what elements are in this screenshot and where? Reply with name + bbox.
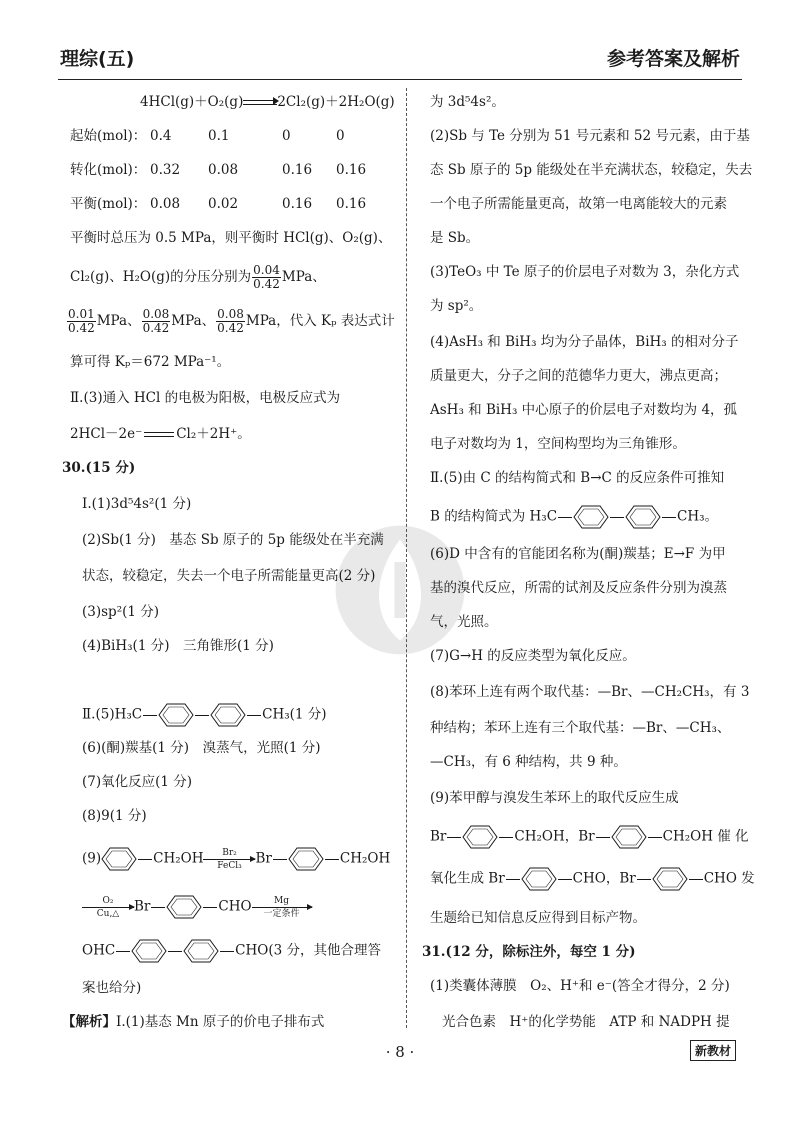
benzene-ring-icon [131,938,167,964]
text: 氧化生成 Br [430,870,505,887]
paragraph-line: (8)苯环上连有两个取代基：—Br、—CH₂CH₃，有 3 [430,684,750,700]
header-rule [58,79,742,80]
paragraph-line: 一个电子所需能量更高，故第一电离能较大的元素 [430,196,727,212]
paragraph-line: 电子对数均为 1，空间构型均为三角锥形。 [430,436,686,452]
bond-icon [558,879,572,880]
header-subject: 理综(五) [60,48,135,70]
answer-line: Ⅰ.(1)3d⁵4s²(1 分) [82,496,192,512]
denominator: 0.42 [68,321,95,335]
bond-icon [499,837,513,838]
text: Cl₂(g)、H₂O(g)的分压分别为 [70,269,252,285]
answer-line: (8)9(1 分) [82,808,147,824]
paragraph-line: 是 Sb。 [430,230,480,246]
question-31-heading: 31.(12 分，除标注外，每空 1 分) [422,944,636,960]
condition: 一定条件 [263,908,300,919]
edition-badge: 新教材 [690,1040,736,1061]
paragraph-line: 基的溴代反应，所需的试剂及反应条件分别为溴蒸 [430,580,727,596]
text: MPa、 [96,313,141,329]
numerator: 0.01 [68,307,95,321]
text: Cl₂＋2H⁺。 [176,426,251,442]
analysis-tag: 【解析】 [62,1014,116,1030]
bond-icon [610,517,624,518]
benzene-ring-icon [288,846,324,872]
benzene-ring-icon [158,702,194,728]
table-row-equilibrium [70,194,367,214]
text: Ⅱ.(5)H₃C [82,706,143,723]
numerator: 0.08 [142,307,170,321]
denominator: 0.42 [142,321,170,335]
table-row-start [70,126,345,146]
equals-icon [144,432,174,437]
paragraph-line: 算可得 Kₚ＝672 MPa⁻¹。 [70,354,231,370]
paragraph-line: 平衡时总压为 0.5 MPa，则平衡时 HCl(g)、O₂(g)、 [70,230,392,246]
benzene-ring-icon [625,504,661,530]
cell: 0.02 [208,196,239,212]
bond-icon [558,517,572,518]
bond-icon [325,859,339,860]
paragraph-line-structure [430,504,718,530]
paragraph-line: —CH₃，有 6 种结构，共 9 种。 [430,754,627,770]
bond-icon [447,837,461,838]
text: CHO(3 分，其他合理答 [235,942,381,959]
text: (9) [82,850,102,867]
text: CH₃。 [677,508,719,525]
bond-icon [138,859,152,860]
paragraph-line: 为 sp²。 [430,298,483,314]
bond-icon [195,715,209,716]
text: Br [430,828,447,845]
text: CH₂OH 催 化 [662,828,749,845]
equilibrium-arrow-icon [243,100,277,105]
page-number: · 8 · [385,1043,415,1061]
text: Br [255,850,272,867]
column-divider [406,88,407,1028]
answer-line: (7)氧化反应(1 分) [82,774,193,790]
question-30-heading: 30.(15 分) [62,460,136,476]
denominator: 0.42 [217,321,244,335]
bond-icon [168,951,182,952]
bond-icon [596,837,610,838]
paragraph-line: (7)G→H 的反应类型为氧化反应。 [430,648,636,664]
bond-icon [273,859,287,860]
text: CHO，Br [572,870,636,887]
table-row-change [70,160,367,180]
numerator: 0.04 [253,263,280,277]
text: CH₂OH [153,850,204,867]
paragraph-line-structure [430,866,755,892]
text: 2HCl－2e⁻ [70,426,143,442]
bond-icon [203,907,217,908]
cell: 0.4 [150,128,172,144]
text: CH₃(1 分) [262,706,327,723]
paragraph-line: Ⅱ.(3)通入 HCl 的电极为阳极，电极反应式为 [70,390,341,406]
paragraph-line [70,264,326,291]
bond-icon [506,879,520,880]
paragraph-line: (1)类囊体薄膜 O₂、H⁺和 e⁻(答全才得分，2 分) [430,978,730,994]
text: CHO 发 [703,870,755,887]
answer-line: 状态，较稳定，失去一个电子所需能量更高(2 分) [82,568,376,584]
text: MPa、 [281,269,326,285]
cell: 0.1 [208,128,230,144]
fraction [142,308,171,335]
eq-products: 2Cl₂(g)＋2H₂O(g) [277,94,395,110]
bond-icon [143,715,157,716]
bond-icon [247,715,261,716]
synthesis-product [82,938,381,964]
text: CH₂OH [339,850,391,867]
cell: 0.08 [208,162,239,178]
header-title: 参考答案及解析 [606,48,740,70]
reagent: Mg [274,895,290,906]
benzene-ring-icon [573,504,609,530]
cell: 0.16 [282,162,313,178]
paragraph-line: 光合色素 H⁺的化学势能 ATP 和 NADPH 提 [442,1014,730,1030]
paragraph-line: 态 Sb 原子的 5p 能级处在半充满状态，较稳定，失去 [430,162,753,178]
reagent: O₂ [102,895,114,906]
benzene-ring-icon [652,866,688,892]
bond-icon [662,517,676,518]
synthesis-step-2 [82,894,312,920]
fraction [252,264,281,291]
fraction [216,308,245,335]
cell: 0 [282,128,291,144]
paragraph-line: (6)D 中含有的官能团名称为(酮)羰基；E→F 为甲 [430,546,726,562]
bond-icon [637,879,651,880]
reaction-arrow-icon [252,896,312,919]
text: B 的结构简式为 H₃C [430,508,558,525]
answer-line: (2)Sb(1 分) 基态 Sb 原子的 5p 能级处在半充满 [82,532,384,548]
text: CHO [218,898,252,915]
reagent: Br₂ [222,847,237,858]
cell: 0.08 [150,196,181,212]
cell: 0.32 [150,162,181,178]
reaction-arrow-icon [82,896,134,919]
equilibrium-equation [140,92,395,112]
analysis-line [62,1012,324,1032]
text: MPa，代入 Kₚ 表达式计 [245,313,395,329]
paragraph-line: 种结构；苯环上连有三个取代基：—Br、—CH₃、 [430,720,731,736]
row-label: 起始(mol)： [70,128,147,144]
paragraph-line: 生题给已知信息反应得到目标产物。 [430,910,646,926]
condition: Cu,△ [96,908,120,919]
condition: FeCl₃ [217,860,242,871]
text: Ⅰ.(1)基态 Mn 原子的价电子排布式 [116,1014,325,1030]
answer-line: 案也给分) [82,980,142,996]
benzene-ring-icon [210,702,246,728]
numerator: 0.08 [217,307,244,321]
denominator: 0.42 [253,277,280,291]
text: OHC [82,942,116,959]
paragraph-line: (4)AsH₃ 和 BiH₃ 均为分子晶体，BiH₃ 的相对分子 [430,334,739,350]
benzene-ring-icon [462,824,498,850]
paragraph-line: 气，光照。 [430,614,498,630]
benzene-ring-icon [521,866,557,892]
row-label: 转化(mol)： [70,162,147,178]
eq-reactants: 4HCl(g)＋O₂(g) [140,94,244,110]
paragraph-line: AsH₃ 和 BiH₃ 中心原子的价层电子对数均为 4，孤 [430,402,738,418]
paragraph-line: Ⅱ.(5)由 C 的结构简式和 B→C 的反应条件可推知 [430,470,725,486]
bond-icon [689,879,703,880]
paragraph-line-structure [430,824,749,850]
bond-icon [151,907,165,908]
text: MPa、 [171,313,216,329]
paragraph-line [66,308,395,335]
paragraph-line: (2)Sb 与 Te 分别为 51 号元素和 52 号元素，由于基 [430,128,750,144]
answer-line-structure [82,702,327,728]
benzene-ring-icon [101,846,137,872]
cell: 0.16 [336,196,367,212]
text: Br [134,898,151,915]
text: CH₂OH，Br [514,828,595,845]
cell: 0.16 [282,196,313,212]
paragraph-line: (3)TeO₃ 中 Te 原子的价层电子对数为 3，杂化方式 [430,264,740,280]
reaction-arrow-icon [203,848,255,871]
paragraph-line [70,424,251,444]
synthesis-step-1 [82,846,390,872]
benzene-ring-icon [183,938,219,964]
cell: 0.16 [336,162,367,178]
paragraph-line: (9)苯甲醇与溴发生苯环上的取代反应生成 [430,790,679,806]
paragraph-line: 质量更大，分子之间的范德华力更大，沸点更高； [430,368,727,384]
row-label: 平衡(mol)： [70,196,147,212]
answer-line: (4)BiH₃(1 分) 三角锥形(1 分) [82,638,274,654]
bond-icon [220,951,234,952]
benzene-ring-icon [611,824,647,850]
answer-line: (3)sp²(1 分) [82,604,160,620]
fraction [67,308,96,335]
benzene-ring-icon [166,894,202,920]
cell: 0 [336,128,345,144]
bond-icon [648,837,662,838]
bond-icon [116,951,130,952]
answer-line: (6)(酮)羰基(1 分) 溴蒸气，光照(1 分) [82,740,321,756]
paragraph-line: 为 3d⁵4s²。 [430,94,505,110]
